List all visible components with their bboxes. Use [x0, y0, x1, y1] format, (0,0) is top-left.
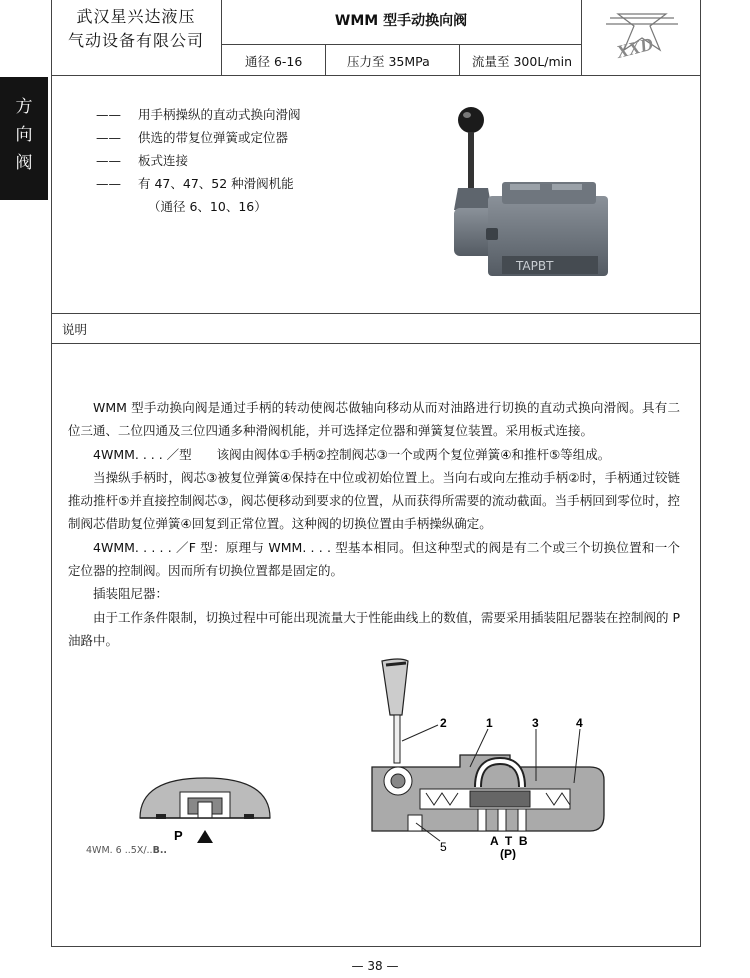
- feature-subnote: （通径 6、10、16）: [148, 199, 267, 214]
- header-divider-v2: [581, 0, 582, 75]
- paragraph: WMM 型手动换向阀是通过手柄的转动使阀芯做轴向移动从而对油路进行切换的直动式换向滑阀。具有二位三通、二位四通及三位四通多种滑阀机能，并可选择定位器和弹簧复位装置。采用板式连接。: [68, 400, 680, 439]
- company-name: [52, 6, 220, 52]
- page-title: WMM 型手动换向阀: [334, 13, 468, 29]
- header-divider: [51, 75, 701, 76]
- side-tab-char-2: 向: [15, 125, 33, 145]
- caption-bold: B..: [152, 845, 168, 856]
- caption-prefix: 4WM. 6 ..5X/..: [86, 845, 153, 856]
- spec-flow: 流量至 300L/min: [472, 54, 573, 69]
- paragraph: 4WMM. . . . ／型 该阀由阀体①手柄②控制阀芯③一个或两个复位弹簧④和推杆⑤等组成。: [93, 446, 611, 462]
- spec-bore: 通径 6-16: [245, 54, 303, 69]
- spec-pressure: 压力至 35MPa: [347, 54, 430, 69]
- ports-sub-label: (P): [500, 847, 516, 860]
- product-photo: [440, 100, 620, 295]
- feature-list: [96, 103, 301, 218]
- callout-3: 3: [532, 716, 539, 730]
- company-line-1: 武汉星兴达液压: [76, 7, 196, 26]
- feature-text: 有 47、47、52 种滑阀机能: [138, 176, 294, 191]
- spec-divider-2: [459, 44, 460, 75]
- feature-dash: ——: [96, 153, 121, 168]
- callout-4: 4: [576, 716, 583, 730]
- ports-label: A T B: [490, 834, 528, 848]
- feature-item: [96, 103, 301, 126]
- description-text: [68, 396, 680, 652]
- port-p-label: P: [174, 828, 183, 843]
- photo-label: TAPBT: [516, 259, 554, 273]
- paragraph: 由于工作条件限制，切换过程中可能出现流量大于性能曲线上的数值，需要采用插装阻尼器装在控制阀的 P 油路中。: [68, 609, 680, 648]
- section-label: 说明: [62, 322, 88, 337]
- section-divider-top: [51, 313, 701, 314]
- feature-item: [96, 172, 301, 195]
- valve-section-diagram: [360, 655, 610, 860]
- paragraph: 插装阻尼器：: [93, 586, 169, 602]
- page-number: — 38 —: [351, 959, 399, 973]
- feature-item: [96, 149, 301, 172]
- header-divider-mid: [221, 44, 581, 45]
- side-tab-char-3: 阀: [15, 153, 33, 173]
- section-divider-bottom: [51, 343, 701, 344]
- feature-dash: ——: [96, 130, 121, 145]
- side-tab-char-1: 方: [15, 97, 33, 117]
- side-tab: [0, 77, 48, 200]
- callout-5: 5: [440, 840, 447, 854]
- logo-text: XXD: [614, 33, 656, 62]
- callout-2: 2: [440, 716, 447, 730]
- feature-dash: ——: [96, 107, 121, 122]
- paragraph: 当操纵手柄时，阀芯③被复位弹簧④保持在中位或初始位置上。当向右或向左推动手柄②时，手柄通过铰链推动推杆⑤并直接控制阀芯③，阀芯便移动到要求的位置，从而获得所需要的流动截面。当手柄回到零位时，控制阀芯借助复位弹簧④回复到正常位置。这种阀的切换位置由手柄操纵确定。: [68, 469, 680, 532]
- damper-caption: [86, 845, 167, 856]
- feature-text: 板式连接: [138, 153, 189, 168]
- callout-1: 1: [486, 716, 493, 730]
- feature-dash: ——: [96, 176, 121, 191]
- feature-text: 用手柄操纵的直动式换向滑阀: [138, 107, 301, 122]
- company-line-2: 气动设备有限公司: [67, 31, 204, 50]
- feature-item: [96, 126, 301, 149]
- paragraph: 4WMM. . . . . ／F 型：原理与 WMM. . . . 型基本相同。但这种型式的阀是有二个或三个切换位置和一个定位器的控制阀。因而所有切换位置都是固定的。: [68, 539, 680, 579]
- spec-divider-1: [325, 44, 326, 75]
- feature-text: 供选的带复位弹簧或定位器: [138, 130, 289, 145]
- brand-logo: [588, 6, 696, 70]
